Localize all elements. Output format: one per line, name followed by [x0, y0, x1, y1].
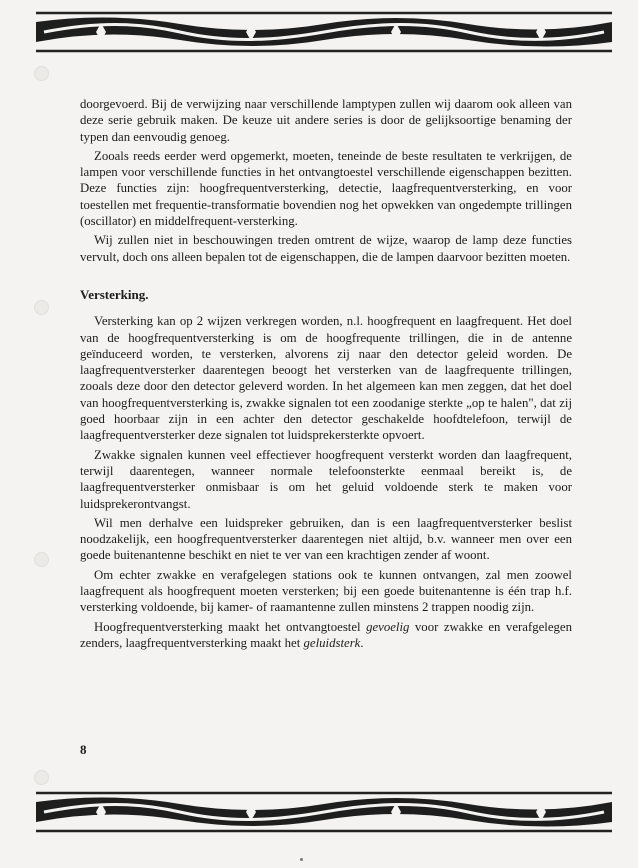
punch-hole — [34, 66, 49, 81]
body-text — [80, 96, 572, 651]
emphasis: geluidsterk — [303, 635, 361, 650]
paragraph — [80, 619, 572, 652]
top-ornamental-border — [36, 10, 612, 54]
paragraph: Versterking kan op 2 wijzen verkregen worden, n.l. hoogfrequent en laagfrequent. Het doel van de hoogfrequentversterking is om de hoogfrequente trillingen, die in de antenne geïnduceerd worden, te versterken, alvorens zij naar den detector geleid worden. De laagfrequentversterker daarentegen beoogt het versterken van de laagfrequente trillingen, zooals deze door den detector geleverd worden. In het algemeen kan men zeggen, dat het doel van hoogfrequentversterking is, zwakke signalen tot een zoodanige sterkte „op te halen", dat zij goed hoorbaar zijn in een achter den detector geschakelde hoofdtelefoon, terwijl de laagfrequentversterker deze signalen tot luidsprekersterkte opvoert. — [80, 314, 572, 443]
paragraph: Zooals reeds eerder werd opgemerkt, moeten, teneinde de beste resultaten te verkrijgen, de lampen voor verschillende functies in het ontvangtoestel verschillende eigenschappen bezitten. Deze functies zijn: hoogfrequentversterking, detectie, laagfrequentversterking, en voor toestellen met frequentie-transformatie bovendien nog het opwekken van ongedempte trillingen (oscillator) en middelfrequent-versterking. — [80, 148, 572, 229]
punch-hole — [34, 300, 49, 315]
paragraph: Om echter zwakke en verafgelegen stations ook te kunnen ontvangen, zal men zoowel laagfrequent als hoogfrequent moeten versterken; bij een goede buitenantenne is één trap h.f. versterking voldoende, bij kamer- of raamantenne zullen minstens 2 trappen noodig zijn. — [80, 567, 572, 615]
scan-speck — [300, 858, 303, 861]
paragraph-text: . — [360, 635, 364, 650]
paragraph: Wil men derhalve een luidspreker gebruiken, dan is een laagfrequentversterker beslist noodzakelijk, een hoogfrequentversterker daarentegen niet altijd, b.v. wanneer men over een goede buitenantenne beschikt en niet te ver van een krachtigen zender af woont. — [80, 515, 572, 563]
paragraph-text: voor zwakke en verafgelegen zenders, laagfrequentversterking maakt het — [80, 619, 572, 650]
bottom-ornamental-border — [36, 790, 612, 834]
section-heading: Versterking. — [80, 286, 149, 302]
paragraph: Wij zullen niet in beschouwingen treden omtrent de wijze, waarop de lamp deze functies vervult, doch ons alleen bepalen tot de eigenschappen, die de lampen daarvoor bezitten moeten. — [80, 233, 572, 264]
paragraph-text: Hoogfrequentversterking maakt het ontvangtoestel — [94, 619, 367, 634]
page-number: 8 — [80, 742, 87, 757]
emphasis: gevoelig — [366, 619, 410, 634]
punch-hole — [34, 552, 49, 567]
paragraph: doorgevoerd. Bij de verwijzing naar verschillende lamptypen zullen wij daarom ook alleen van deze serie gebruik maken. De keuze uit andere series is door de gelijksoortige benaming der typen dan eenvoudig genoeg. — [80, 97, 572, 144]
punch-hole — [34, 770, 49, 785]
paragraph: Zwakke signalen kunnen veel effectiever hoogfrequent versterkt worden dan laagfrequent, terwijl daarentegen, wanneer normale telefoonsterkte eenmaal bereikt is, de laagfrequentversterker onmisbaar is om het geluid voldoende sterk te maken voor luidsprekerontvangst. — [80, 447, 572, 511]
